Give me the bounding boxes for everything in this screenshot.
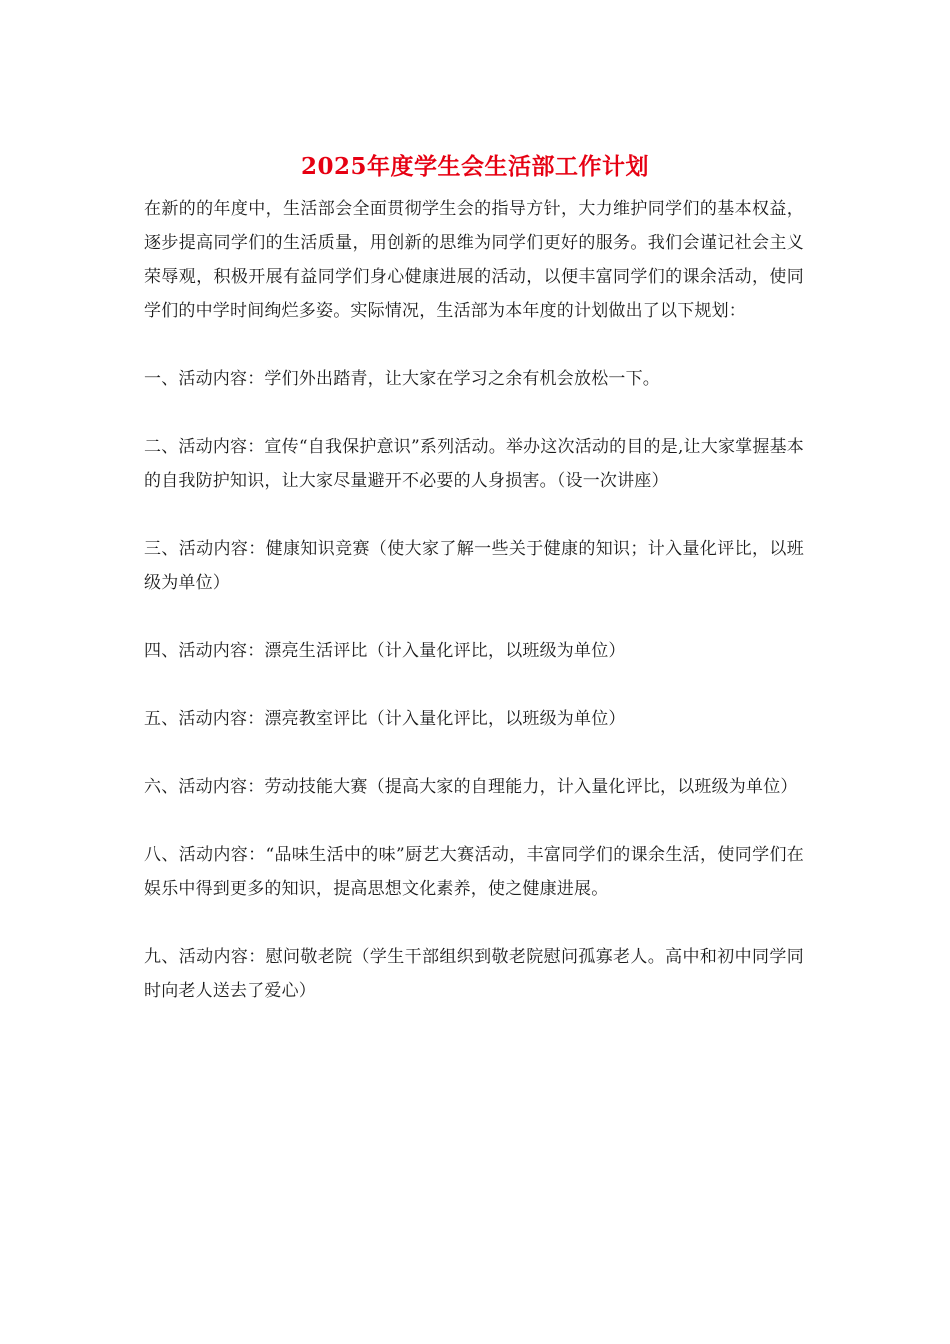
intro-paragraph: 在新的的年度中，生活部会全面贯彻学生会的指导方针，大力维护同学们的基本权益，逐步提高同学们的生活质量，用创新的思维为同学们更好的服务。我们会谨记社会主义荣辱观，积极开展有益同学们身心健康进展的活动，以便丰富同学们的课余活动，使同学们的中学时间绚烂多姿。实际情况，生活部为本年度的计划做出了以下规划： bbox=[144, 199, 804, 321]
document-body bbox=[144, 192, 804, 1042]
activity-item-3: 三、活动内容：健康知识竞赛（使大家了解一些关于健康的知识；计入量化评比，以班级为单位） bbox=[144, 539, 804, 593]
document-title: 2025年度学生会生活部工作计划 bbox=[300, 153, 649, 180]
activity-item-1: 一、活动内容：学们外出踏青，让大家在学习之余有机会放松一下。 bbox=[144, 369, 660, 389]
activity-item-8: 八、活动内容：“品味生活中的味”厨艺大赛活动，丰富同学们的课余生活，使同学们在娱乐中得到更多的知识，提高思想文化素养，使之健康进展。 bbox=[144, 845, 804, 899]
activity-item-6: 六、活动内容：劳动技能大赛（提高大家的自理能力，计入量化评比，以班级为单位） bbox=[144, 777, 798, 797]
activity-item-9: 九、活动内容：慰问敬老院（学生干部组织到敬老院慰问孤寡老人。高中和初中同学同时向老人送去了爱心） bbox=[144, 947, 804, 1001]
activity-item-2: 二、活动内容：宣传“自我保护意识”系列活动。举办这次活动的目的是,让大家掌握基本的自我防护知识，让大家尽量避开不必要的人身损害。（设一次讲座） bbox=[144, 437, 804, 491]
activity-item-4: 四、活动内容：漂亮生活评比（计入量化评比，以班级为单位） bbox=[144, 641, 626, 661]
activity-item-5: 五、活动内容：漂亮教室评比（计入量化评比，以班级为单位） bbox=[144, 709, 626, 729]
